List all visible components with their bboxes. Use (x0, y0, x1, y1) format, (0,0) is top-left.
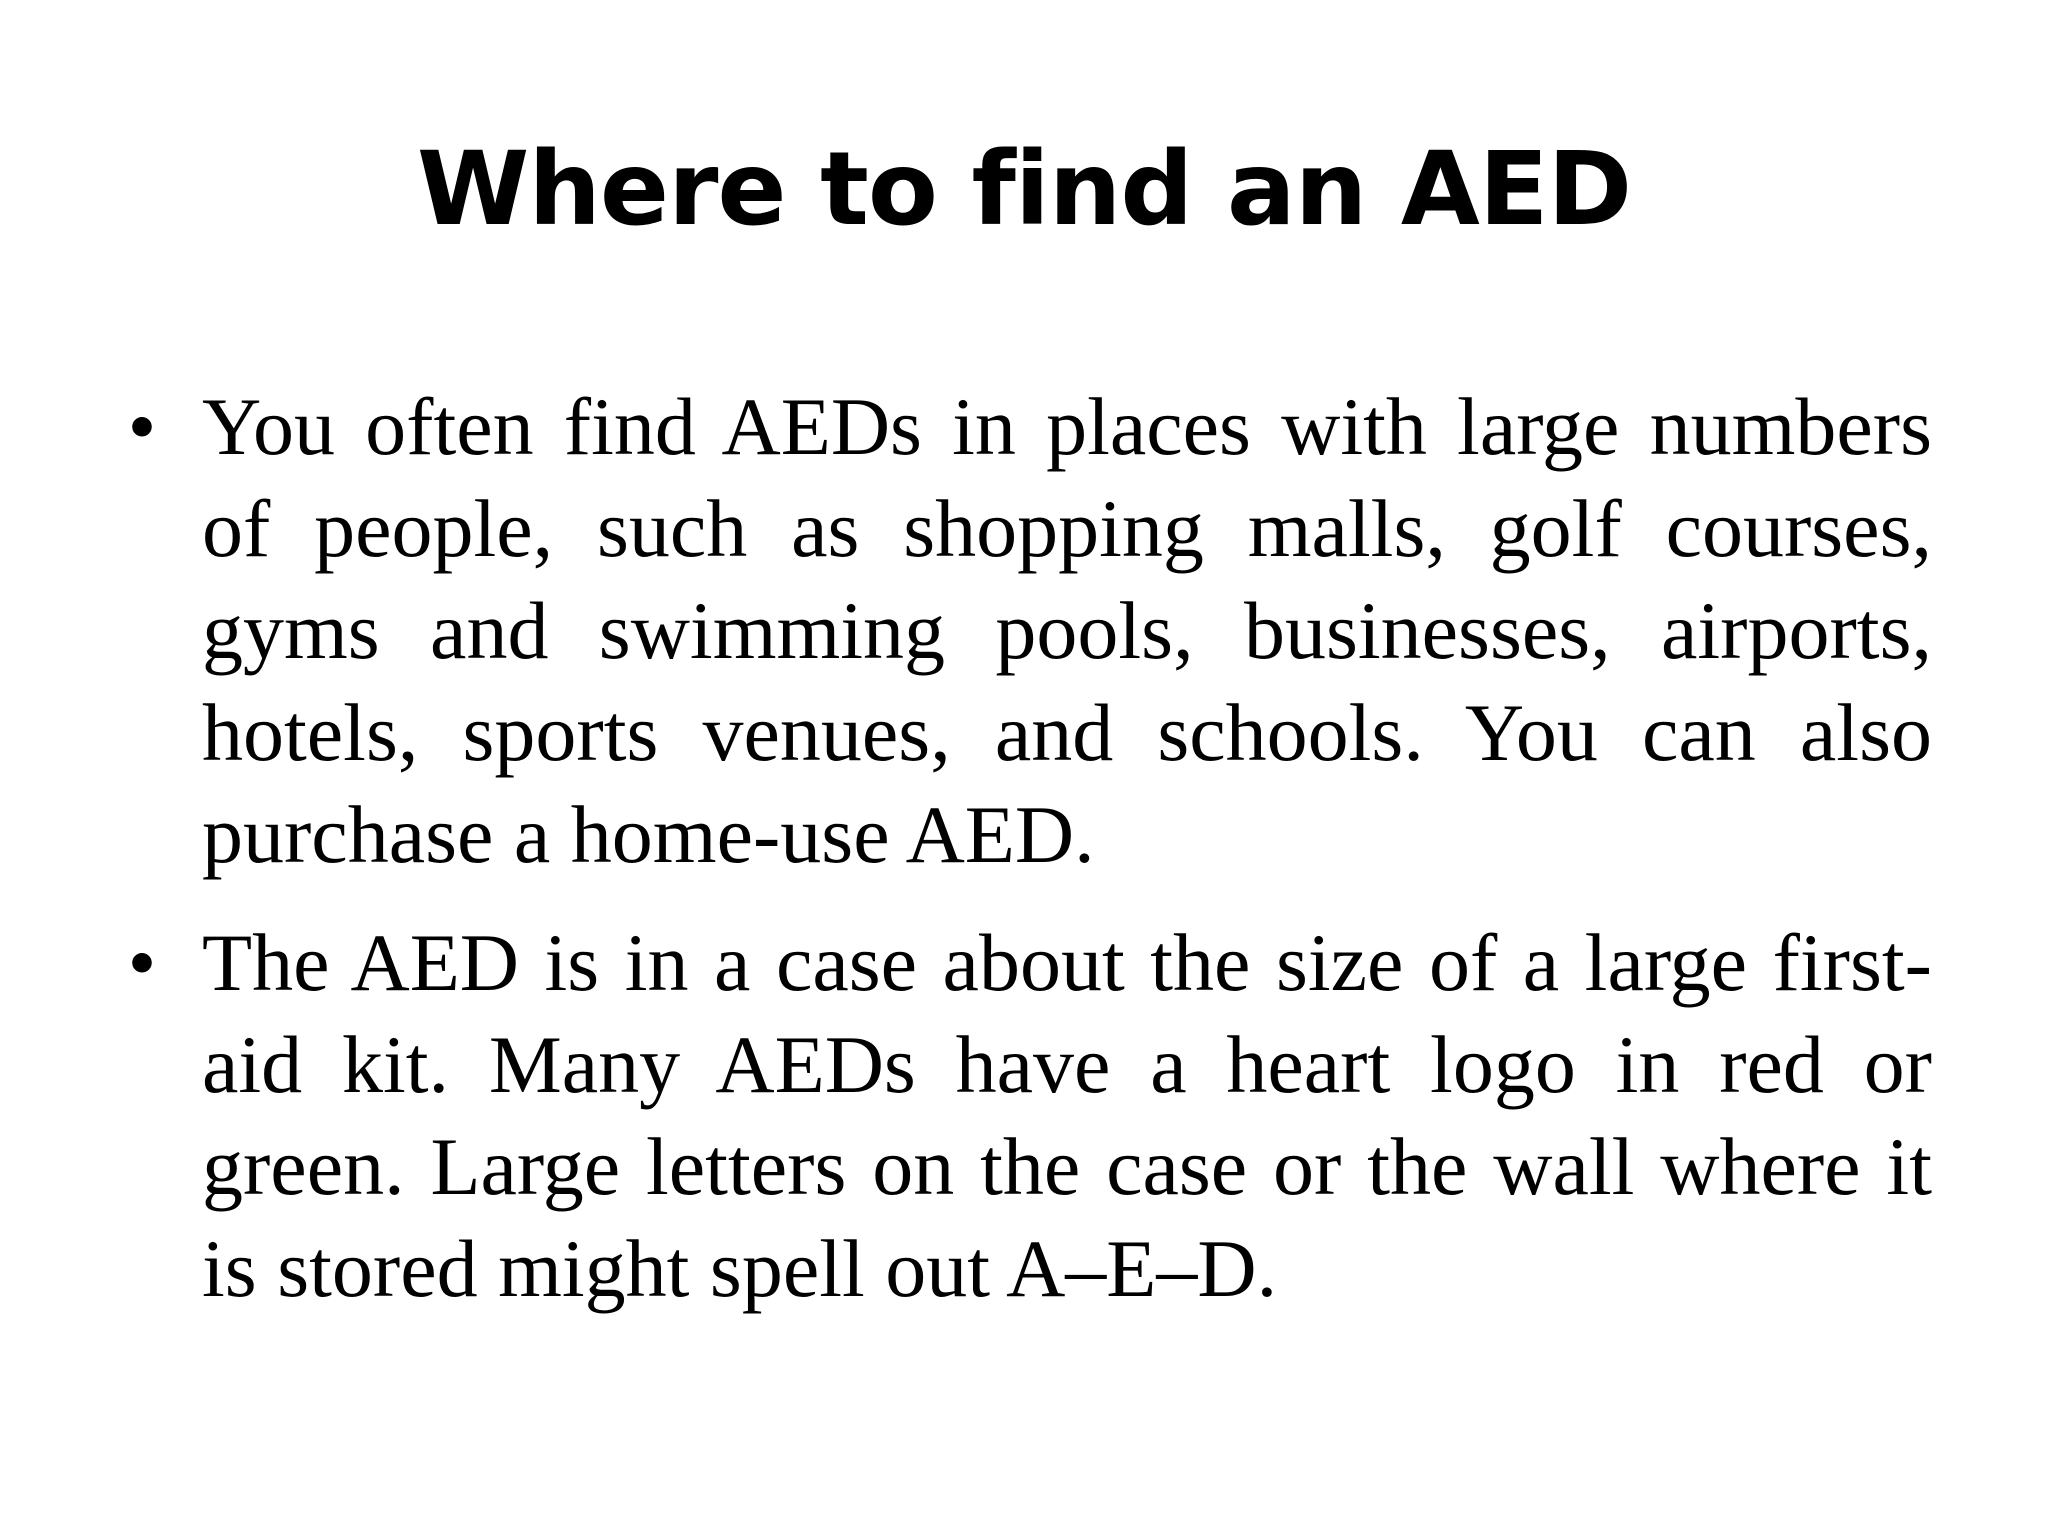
bullet-item (122, 912, 1932, 1320)
bullet-item (122, 376, 1932, 886)
bullet-list (122, 376, 1932, 1320)
slide-title: Where to find an AED (416, 130, 1632, 249)
bullet-text: The AED is in a case about the size of a large first-aid kit. Many AEDs have a heart logo in red or green. Large letters on the case or the wall where it is stored might spell out A–E–D. (202, 917, 1932, 1314)
bullet-text: You often find AEDs in places with large numbers of people, such as shopping malls, golf courses, gyms and swimming pools, businesses, airports, hotels, sports venues, and schools. You can also purchase a home-use AED. (202, 381, 1932, 880)
bullet-marker: • (127, 917, 157, 1008)
bullet-marker: • (127, 381, 157, 472)
